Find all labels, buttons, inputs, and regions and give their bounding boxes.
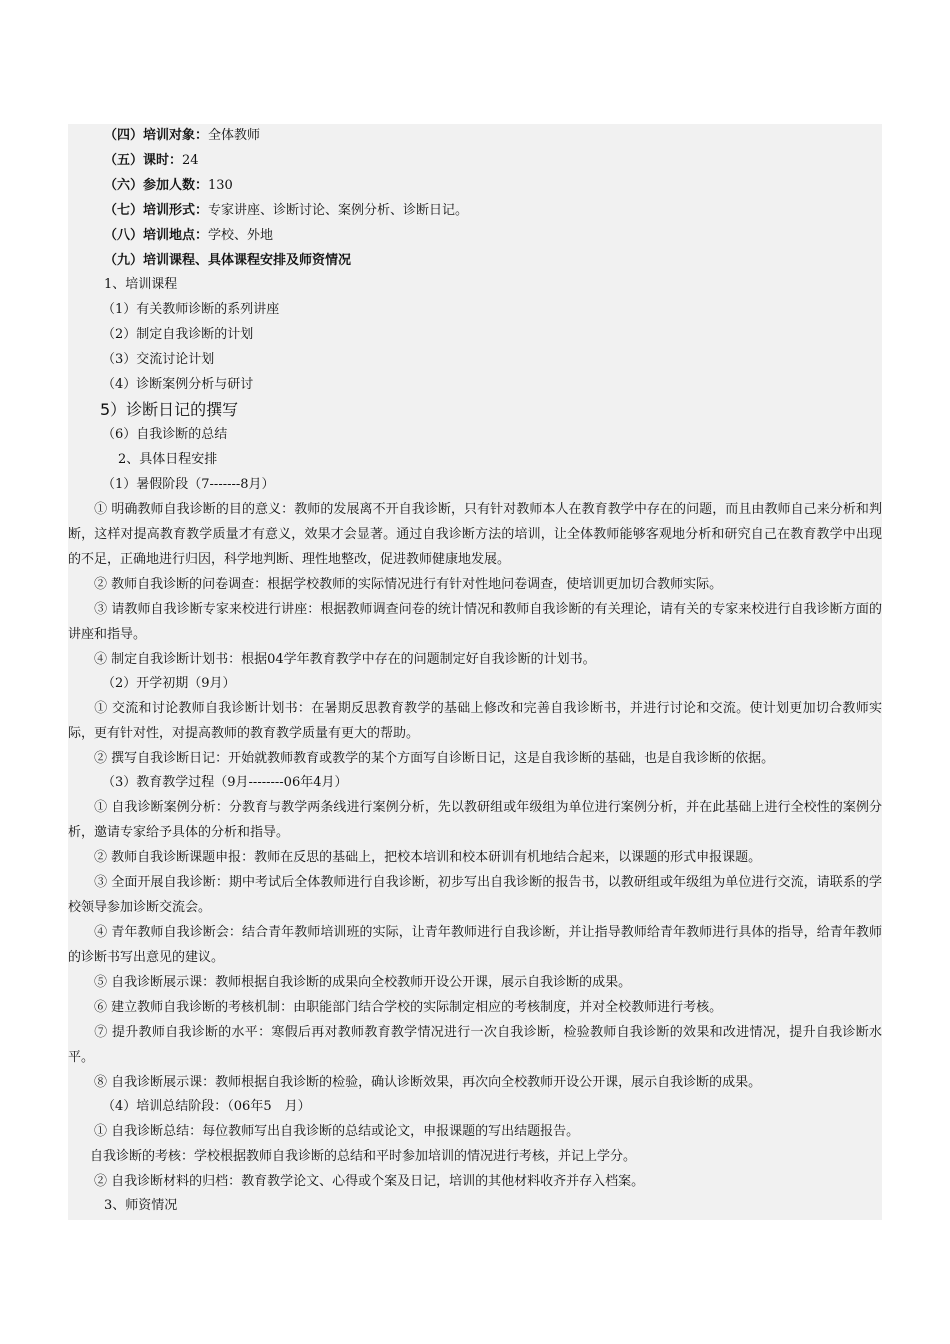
- process-item-6: [68, 995, 882, 1020]
- course-item-5: 5）诊断日记的撰写: [100, 400, 239, 419]
- section-hours: [68, 153, 918, 169]
- summer-item-4: [68, 647, 882, 672]
- process-item-8-text: ⑧ 自我诊断展示课：教师根据自我诊断的检验，确认诊断效果，再次向全校教师开设公开课，展示自我诊断的成果。: [94, 1075, 762, 1090]
- process-item-7-text: ⑦ 提升教师自我诊断的水平：寒假后再对教师教育教学情况进行一次自我诊断，检验教师自我诊断的效果和改进情况，提升自我诊断水平。: [68, 1025, 882, 1065]
- summary-assessment-text: 自我诊断的考核：学校根据教师自我诊断的总结和平时参加培训的情况进行考核，并记上学分。: [90, 1149, 637, 1164]
- summer-item-3: [68, 597, 882, 647]
- term-start-item-2-text: ② 撰写自我诊断日记：开始就教师教育或教学的某个方面写自诊断日记，这是自我诊断的基础，也是自我诊断的依据。: [94, 751, 775, 766]
- process-item-6-text: ⑥ 建立教师自我诊断的考核机制：由职能部门结合学校的实际制定相应的考核制度，并对全校教师进行考核。: [94, 1000, 723, 1015]
- section-location-label: （八）培训地点：: [104, 228, 209, 243]
- term-start-item-1: [68, 696, 882, 746]
- process-item-5: [68, 970, 882, 995]
- process-item-5-text: ⑤ 自我诊断展示课：教师根据自我诊断的成果向全校教师开设公开课，展示自我诊断的成果。: [94, 975, 632, 990]
- summary-item-1-text: ① 自我诊断总结：每位教师写出自我诊断的总结或论文，申报课题的写出结题报告。: [94, 1124, 580, 1139]
- schedule-heading: 2、具体日程安排: [118, 452, 218, 467]
- section-format: [68, 203, 918, 219]
- phase-summer: （1）暑假阶段（7-------8月）: [102, 477, 275, 492]
- term-start-item-2: [68, 746, 882, 771]
- process-item-7: [68, 1020, 882, 1070]
- process-item-1: [68, 795, 882, 845]
- course-item-1: （1）有关教师诊断的系列讲座: [102, 302, 280, 317]
- document-body: [68, 124, 882, 1220]
- course-item-2: （2）制定自我诊断的计划: [102, 327, 254, 342]
- process-item-3: [68, 870, 882, 920]
- summary-item-2: [68, 1169, 882, 1194]
- process-item-4: [68, 920, 882, 970]
- summer-item-4-text: ④ 制定自我诊断计划书：根据04学年教育教学中存在的问题制定好自我诊断的计划书。: [94, 652, 596, 667]
- process-item-4-text: ④ 青年教师自我诊断会：结合青年教师培训班的实际，让青年教师进行自我诊断，并让指导教师给青年教师进行具体的指导，给青年教师的诊断书写出意见的建议。: [68, 925, 882, 965]
- section-participants: [68, 178, 918, 194]
- phase-term-start: （2）开学初期（9月）: [102, 676, 236, 691]
- summer-item-1-text: ① 明确教师自我诊断的目的意义：教师的发展离不开自我诊断，只有针对教师本人在教育教学中存在的问题，而且由教师自己来分析和判断，这样对提高教育教学质量才有意义，效果才会显著。通过自我诊断方法的培训，让全体教师能够客观地分析和研究自己在教育教学中出现的不足，正确地进行归因，科学地判断、理性地整改，促进教师健康地发展。: [68, 502, 882, 567]
- section-courses-heading: （九）培训课程、具体课程安排及师资情况: [104, 253, 352, 268]
- phase-teaching-process: （3）教育教学过程（9月--------06年4月）: [102, 775, 348, 790]
- process-item-2-text: ② 教师自我诊断课题申报：教师在反思的基础上，把校本培训和校本研训有机地结合起来，以课题的形式申报课题。: [94, 850, 762, 865]
- section-location: [68, 228, 918, 244]
- section-location-value: 学校、外地: [208, 228, 274, 243]
- summer-item-1: [68, 497, 882, 572]
- section-format-label: （七）培训形式：: [104, 203, 209, 218]
- section-format-value: 专家讲座、诊断讨论、案例分析、诊断日记。: [208, 203, 469, 218]
- section-target-value: 全体教师: [208, 128, 261, 143]
- process-item-2: [68, 845, 882, 870]
- summary-item-1: [68, 1119, 882, 1144]
- course-item-6: （6）自我诊断的总结: [102, 427, 228, 442]
- section-hours-value: 24: [182, 153, 199, 168]
- section-participants-value: 130: [208, 178, 233, 193]
- section-hours-label: （五）课时：: [104, 153, 183, 168]
- summary-item-2-text: ② 自我诊断材料的归档：教育教学论文、心得或个案及日记，培训的其他材料收齐并存入档案。: [94, 1174, 645, 1189]
- term-start-item-1-text: ① 交流和讨论教师自我诊断计划书：在暑期反思教育教学的基础上修改和完善自我诊断书，并进行讨论和交流。使计划更加切合教师实际，更有针对性，对提高教师的教育教学质量有更大的帮助。: [68, 701, 882, 741]
- process-item-1-text: ① 自我诊断案例分析：分教育与教学两条线进行案例分析，先以教研组或年级组为单位进行案例分析，并在此基础上进行全校性的案例分析，邀请专家给予具体的分析和指导。: [68, 800, 882, 840]
- summer-item-2-text: ② 教师自我诊断的问卷调查：根据学校教师的实际情况进行有针对性地问卷调查，使培训更加切合教师实际。: [94, 577, 723, 592]
- section-participants-label: （六）参加人数：: [104, 178, 209, 193]
- course-item-3: （3）交流讨论计划: [102, 352, 215, 367]
- section-target-label: （四）培训对象：: [104, 128, 209, 143]
- process-item-3-text: ③ 全面开展自我诊断：期中考试后全体教师进行自我诊断，初步写出自我诊断的报告书，以教研组或年级组为单位进行交流，请联系的学校领导参加诊断交流会。: [68, 875, 882, 915]
- phase-summary: （4）培训总结阶段：（06年5 月）: [102, 1099, 311, 1114]
- section-target: [68, 128, 918, 144]
- teachers-heading: 3、师资情况: [104, 1198, 178, 1213]
- summary-assessment: [68, 1144, 882, 1169]
- process-item-8: [68, 1070, 882, 1095]
- courses-heading: 1、培训课程: [104, 277, 178, 292]
- course-item-4: （4）诊断案例分析与研讨: [102, 377, 254, 392]
- summer-item-3-text: ③ 请教师自我诊断专家来校进行讲座：根据教师调查问卷的统计情况和教师自我诊断的有关理论，请有关的专家来校进行自我诊断方面的讲座和指导。: [68, 602, 882, 642]
- summer-item-2: [68, 572, 882, 597]
